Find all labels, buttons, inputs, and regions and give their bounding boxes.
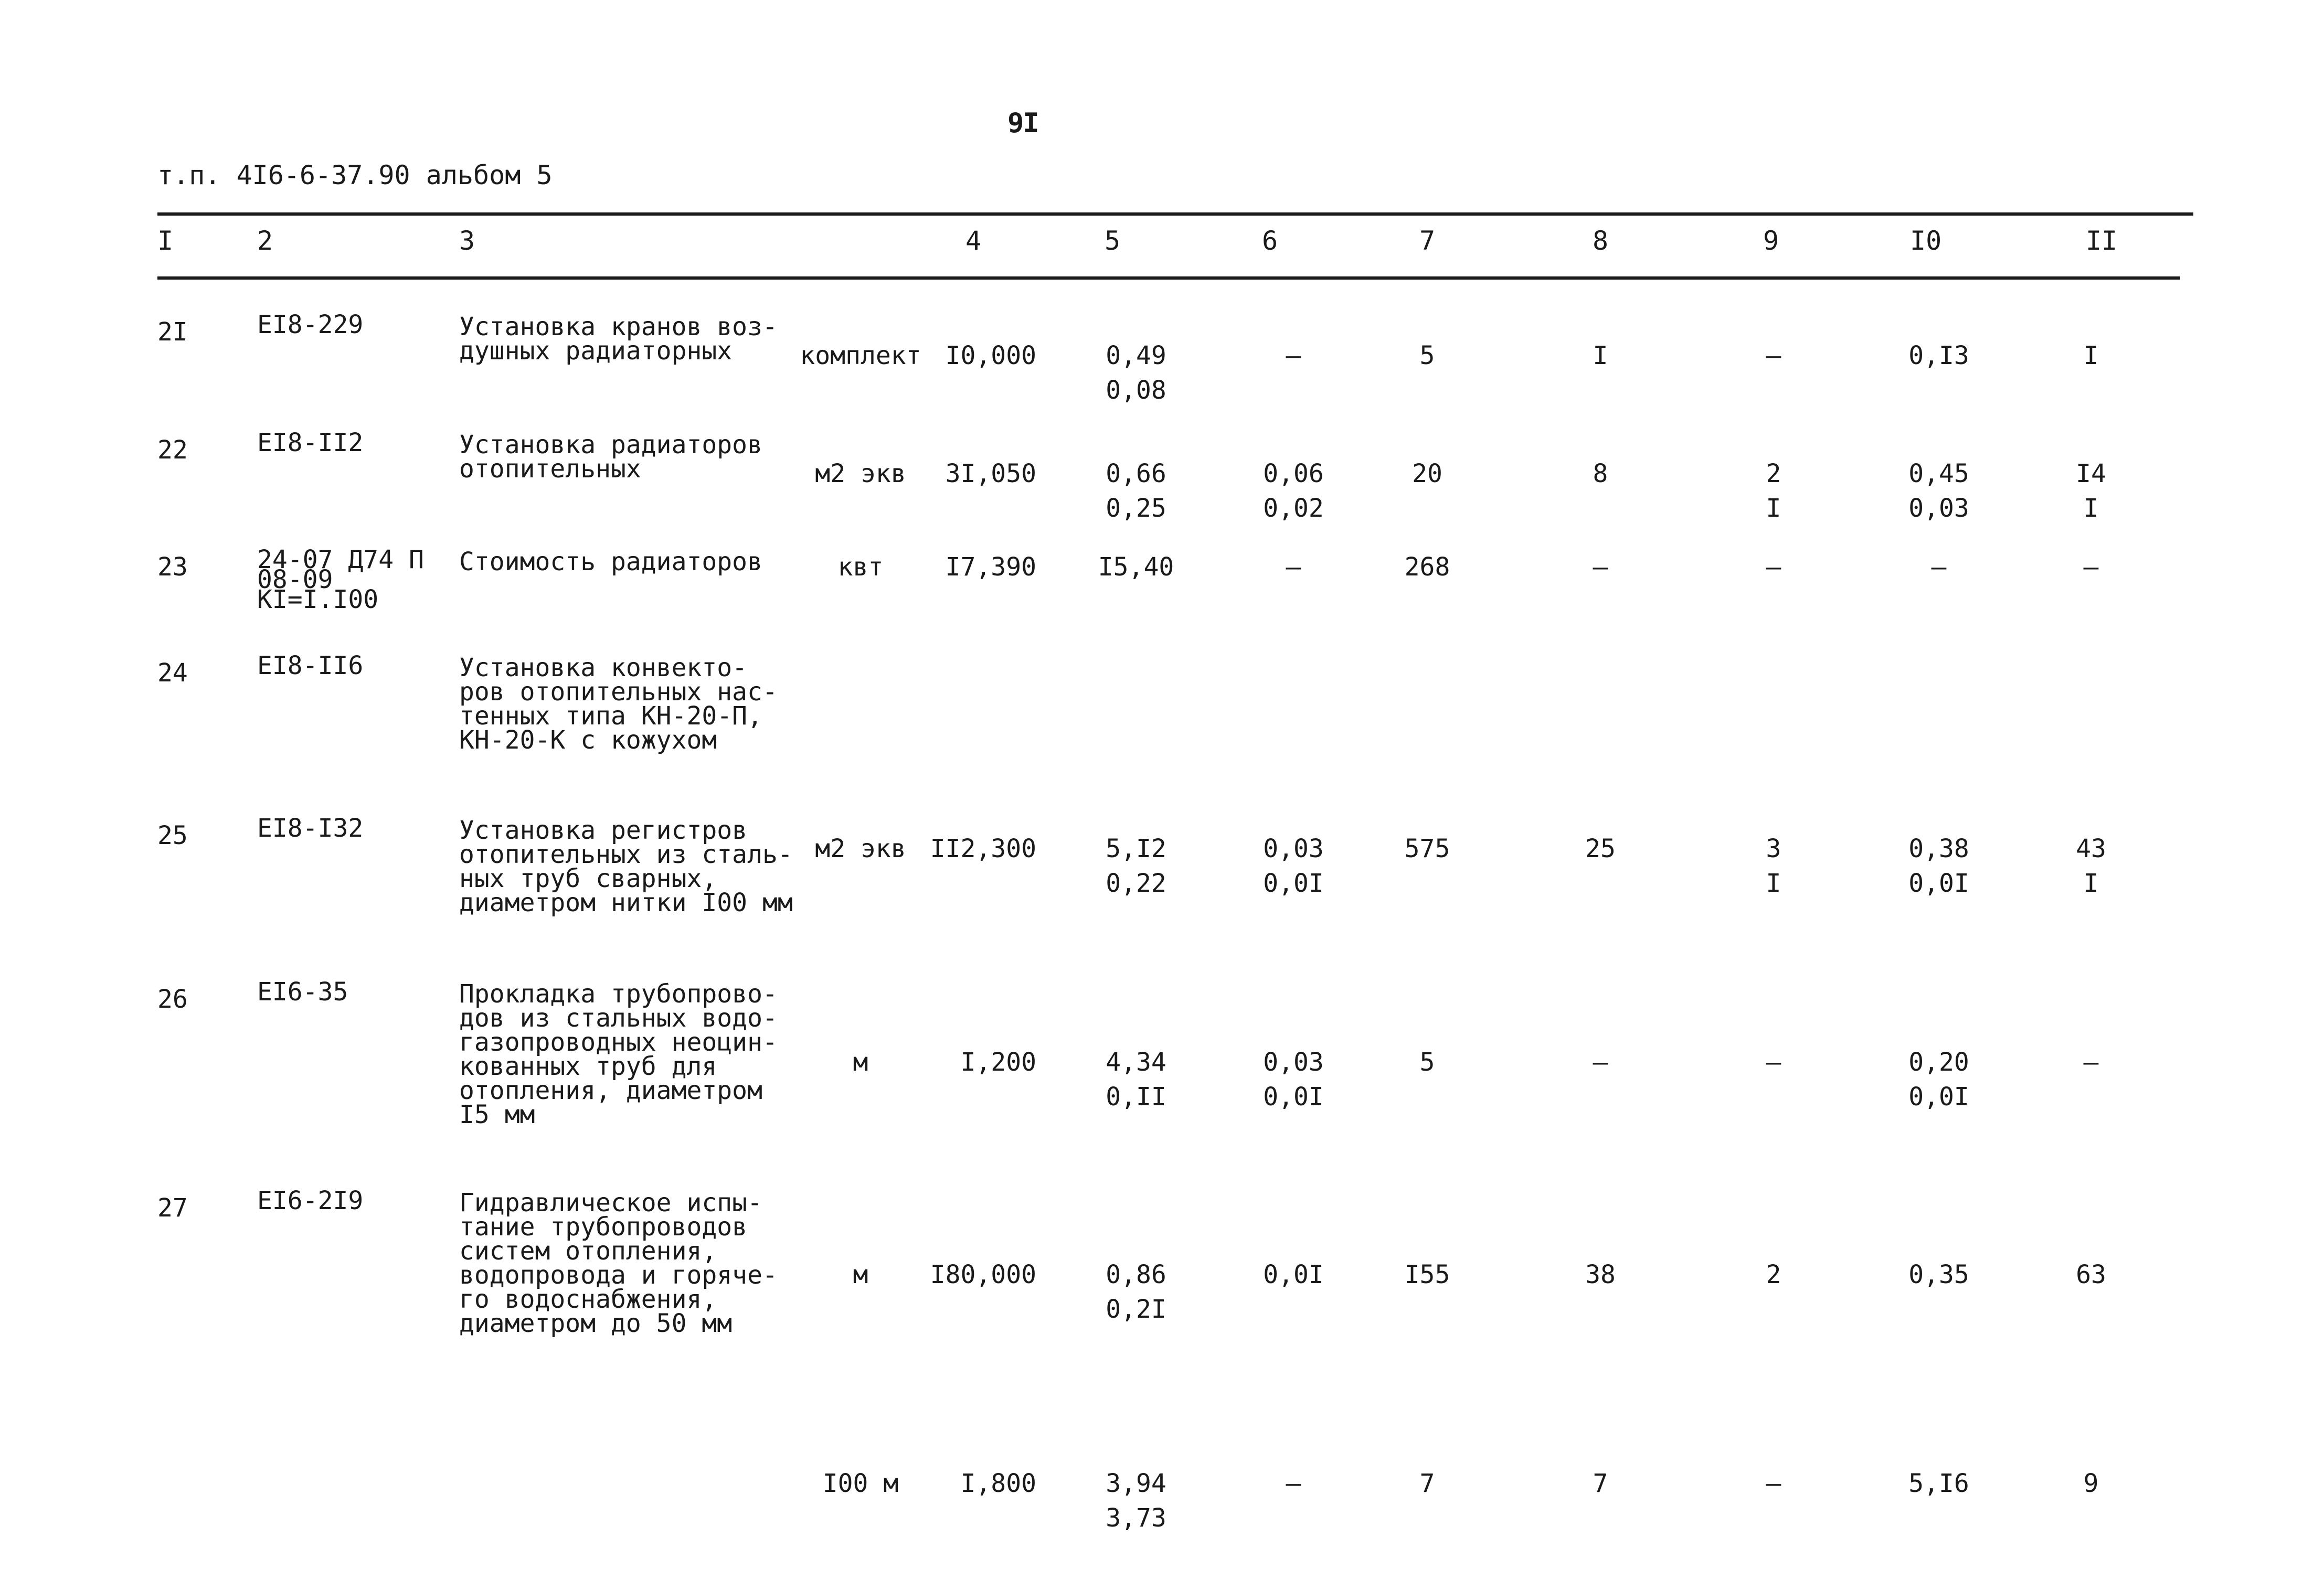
value-col-8: – (1593, 552, 1608, 582)
value-col-6: 0,03 0,0I (1263, 1048, 1324, 1112)
value-col-9: – (1766, 552, 1781, 582)
quantity: I,200 (960, 1048, 1036, 1077)
document-reference: т.п. 4I6-6-37.90 альбом 5 (157, 160, 553, 190)
value-col-8: 38 (1585, 1260, 1616, 1289)
value-col-6: – (1286, 552, 1301, 582)
quantity: II2,300 (930, 834, 1036, 863)
value-col-5: 3,94 3,73 (1106, 1469, 1166, 1533)
position-code: EI8-II6 (257, 651, 364, 680)
value-col-8: 8 (1593, 459, 1608, 488)
value-col-8: 7 (1593, 1469, 1608, 1498)
work-description: Установка радиаторов отопительных (459, 430, 762, 484)
quantity: I0,000 (945, 341, 1036, 370)
position-code: EI6-35 (257, 977, 348, 1007)
value-col-5: I5,40 (1098, 552, 1174, 582)
work-description: Установка регистров отопительных из сталь- ных труб сварных, диаметром нитки I00 мм (459, 816, 793, 917)
column-header: II (2086, 226, 2118, 256)
value-col-7: 7 (1419, 1469, 1435, 1498)
value-col-10: – (1931, 552, 1947, 582)
position-code: EI6-2I9 (257, 1186, 364, 1215)
value-col-5: 5,I2 0,22 (1106, 834, 1166, 898)
value-col-9: 2 I (1766, 459, 1781, 523)
column-header: I0 (1910, 226, 1942, 256)
unit-of-measure: м2 экв (815, 834, 906, 863)
work-description: Установка кранов воз- душных радиаторных (459, 312, 778, 366)
value-col-8: 25 (1585, 834, 1616, 863)
work-description: Установка конвекто- ров отопительных нас- тенных типа КН-20-П, КН-20-К с кожухом (459, 653, 778, 755)
row-number: 23 (157, 552, 188, 582)
value-col-10: 5,I6 (1908, 1469, 1969, 1498)
unit-of-measure: I00 м (822, 1469, 899, 1498)
value-col-8: – (1593, 1048, 1608, 1077)
column-header: 6 (1262, 226, 1278, 256)
value-col-9: – (1766, 341, 1781, 370)
value-col-11: – (2083, 552, 2099, 582)
work-description: Стоимость радиаторов (459, 547, 762, 577)
column-header: 2 (257, 226, 273, 256)
value-col-7: 20 (1412, 459, 1442, 488)
value-col-10: 0,38 0,0I (1908, 834, 1969, 898)
row-number: 22 (157, 435, 188, 465)
unit-of-measure: м2 экв (815, 459, 906, 488)
unit-of-measure: м (853, 1048, 868, 1077)
value-col-11: 63 (2076, 1260, 2106, 1289)
value-col-5: 0,49 0,08 (1106, 341, 1166, 405)
quantity: 3I,050 (945, 459, 1036, 488)
position-code: 24-07 Д74 П 08-09 KI=I.I00 (257, 545, 424, 614)
value-col-9: – (1766, 1469, 1781, 1498)
table-header-rule (157, 276, 2180, 280)
value-col-10: 0,45 0,03 (1908, 459, 1969, 523)
column-header: 4 (965, 226, 982, 256)
value-col-5: 4,34 0,II (1106, 1048, 1166, 1112)
column-header: I (157, 226, 174, 256)
value-col-7: 5 (1419, 341, 1435, 370)
value-col-9: 2 (1766, 1260, 1781, 1289)
row-number: 24 (157, 658, 188, 688)
table-top-rule (157, 212, 2193, 216)
row-number: 2I (157, 317, 188, 347)
value-col-10: 0,20 0,0I (1908, 1048, 1969, 1112)
value-col-7: 268 (1404, 552, 1450, 582)
unit-of-measure: м (853, 1260, 868, 1289)
value-col-5: 0,86 0,2I (1106, 1260, 1166, 1324)
value-col-6: 0,0I (1263, 1260, 1324, 1289)
quantity: I,800 (960, 1469, 1036, 1498)
column-header: 3 (459, 226, 475, 256)
value-col-10: 0,35 (1908, 1260, 1969, 1289)
value-col-6: – (1286, 341, 1301, 370)
value-col-6: 0,03 0,0I (1263, 834, 1324, 898)
quantity: I7,390 (945, 552, 1036, 582)
unit-of-measure: комплект (800, 341, 921, 370)
value-col-11: – (2083, 1048, 2099, 1077)
column-header: 9 (1763, 226, 1779, 256)
unit-of-measure: квт (837, 552, 884, 582)
value-col-6: – (1286, 1469, 1301, 1498)
row-number: 27 (157, 1193, 188, 1223)
value-col-11: 43 I (2076, 834, 2106, 898)
value-col-7: I55 (1404, 1260, 1450, 1289)
position-code: EI8-229 (257, 310, 364, 339)
row-number: 25 (157, 821, 188, 850)
value-col-7: 5 (1419, 1048, 1435, 1077)
column-header: 7 (1419, 226, 1436, 256)
column-header: 8 (1593, 226, 1609, 256)
position-code: EI8-I32 (257, 814, 364, 843)
value-col-11: I4 I (2076, 459, 2106, 523)
row-number: 26 (157, 985, 188, 1014)
value-col-6: 0,06 0,02 (1263, 459, 1324, 523)
column-header: 5 (1105, 226, 1121, 256)
work-description: Прокладка трубопрово- дов из стальных водо- газопроводных неоцин- кованных труб для отопления, диаметром I5 мм (459, 979, 778, 1129)
value-col-11: I (2083, 341, 2099, 370)
page-number: 9I (1007, 108, 1038, 139)
value-col-7: 575 (1404, 834, 1450, 863)
value-col-8: I (1593, 341, 1608, 370)
value-col-9: 3 I (1766, 834, 1781, 898)
value-col-9: – (1766, 1048, 1781, 1077)
value-col-10: 0,I3 (1908, 341, 1969, 370)
quantity: I80,000 (930, 1260, 1036, 1289)
value-col-5: 0,66 0,25 (1106, 459, 1166, 523)
work-description: Гидравлическое испы- тание трубопроводов систем отопления, водопровода и горяче- го водоснабжения, диаметром до 50 мм (459, 1188, 778, 1338)
value-col-11: 9 (2083, 1469, 2099, 1498)
position-code: EI8-II2 (257, 428, 364, 457)
